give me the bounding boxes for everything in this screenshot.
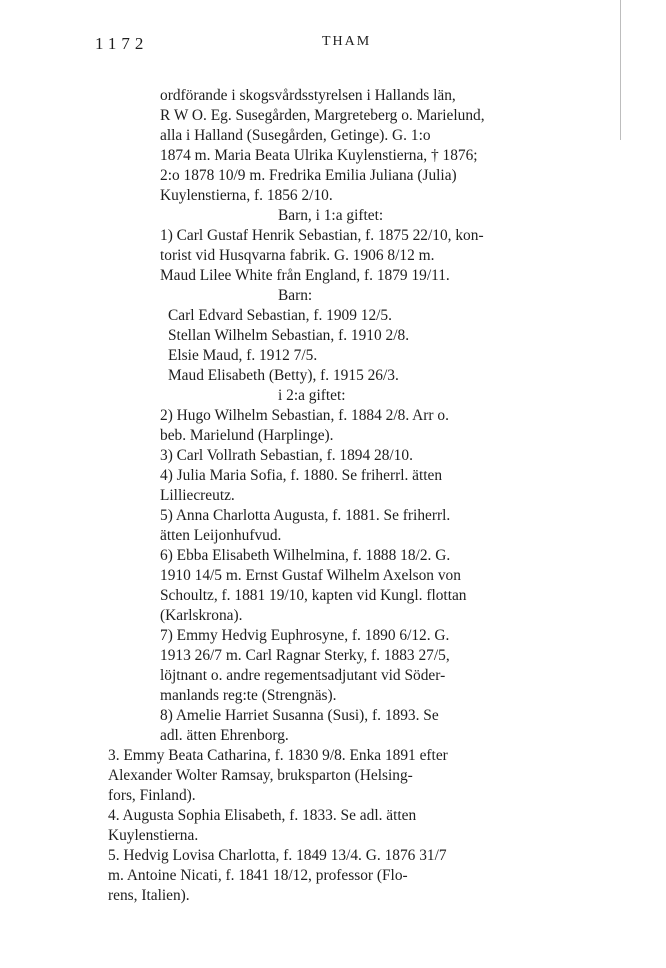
text-line: Barn:: [278, 287, 313, 304]
text-line: 8) Amelie Harriet Susanna (Susi), f. 1893. Se: [160, 707, 439, 724]
text-line: Stellan Wilhelm Sebastian, f. 1910 2/8.: [168, 327, 410, 344]
text-line: 1910 14/5 m. Ernst Gustaf Wilhelm Axelson von: [160, 567, 461, 584]
running-title: THAM: [322, 34, 372, 49]
text-line: m. Antoine Nicati, f. 1841 18/12, professor (Flo-: [108, 867, 408, 884]
text-line: torist vid Husqvarna fabrik. G. 1906 8/12 m.: [160, 247, 435, 264]
text-line: ätten Leijonhufvud.: [160, 527, 282, 544]
text-line: rens, Italien).: [108, 887, 190, 904]
text-line: Maud Lilee White från England, f. 1879 19/11.: [160, 267, 450, 284]
text-line: 1874 m. Maria Beata Ulrika Kuylenstierna, † 1876;: [160, 147, 478, 164]
text-line: 4) Julia Maria Sofia, f. 1880. Se friherrl. ätten: [160, 467, 443, 484]
text-line: Carl Edvard Sebastian, f. 1909 12/5.: [168, 307, 392, 324]
text-line: ordförande i skogsvårdsstyrelsen i Hallands län,: [160, 87, 456, 104]
text-line: 6) Ebba Elisabeth Wilhelmina, f. 1888 18/2. G.: [160, 547, 451, 564]
text-line: 3. Emmy Beata Catharina, f. 1830 9/8. Enka 1891 efter: [108, 747, 448, 764]
page-number: 1172: [95, 34, 149, 53]
text-line: (Karlskrona).: [160, 607, 243, 624]
text-line: 5. Hedvig Lovisa Charlotta, f. 1849 13/4. G. 1876 31/7: [108, 847, 447, 864]
text-line: Kuylenstierna.: [108, 827, 199, 844]
text-line: 1) Carl Gustaf Henrik Sebastian, f. 1875 22/10, kon-: [160, 227, 484, 244]
text-line: Schoultz, f. 1881 19/10, kapten vid Kungl. flottan: [160, 587, 467, 604]
text-line: 2) Hugo Wilhelm Sebastian, f. 1884 2/8. Arr o.: [160, 407, 449, 424]
text-line: 5) Anna Charlotta Augusta, f. 1881. Se friherrl.: [160, 507, 451, 524]
text-line: Elsie Maud, f. 1912 7/5.: [168, 347, 318, 364]
text-line: Lilliecreutz.: [160, 487, 235, 504]
text-line: 7) Emmy Hedvig Euphrosyne, f. 1890 6/12. G.: [160, 627, 450, 644]
text-line: löjtnant o. andre regementsadjutant vid Söder-: [160, 667, 446, 684]
text-line: fors, Finland).: [108, 787, 196, 804]
text-line: Maud Elisabeth (Betty), f. 1915 26/3.: [168, 367, 399, 384]
text-line: alla i Halland (Susegården, Getinge). G. 1:o: [160, 127, 431, 144]
text-line: 4. Augusta Sophia Elisabeth, f. 1833. Se adl. ätten: [108, 807, 417, 824]
text-line: adl. ätten Ehrenborg.: [160, 727, 289, 744]
text-line: 3) Carl Vollrath Sebastian, f. 1894 28/10.: [160, 447, 413, 464]
genealogy-text: [108, 86, 618, 906]
text-line: Alexander Wolter Ramsay, bruksparton (Helsing-: [108, 767, 413, 784]
page-edge-line: [620, 0, 621, 140]
text-line: 2:o 1878 10/9 m. Fredrika Emilia Juliana (Julia): [160, 167, 457, 184]
text-line: i 2:a giftet:: [278, 387, 346, 404]
text-line: manlands reg:te (Strengnäs).: [160, 687, 337, 704]
text-line: 1913 26/7 m. Carl Ragnar Sterky, f. 1883 27/5,: [160, 647, 450, 664]
text-line: R W O. Eg. Susegården, Margreteberg o. Marielund,: [160, 107, 485, 124]
text-line: beb. Marielund (Harplinge).: [160, 427, 334, 444]
text-line: Kuylenstierna, f. 1856 2/10.: [160, 187, 333, 204]
text-line: Barn, i 1:a giftet:: [278, 207, 384, 224]
